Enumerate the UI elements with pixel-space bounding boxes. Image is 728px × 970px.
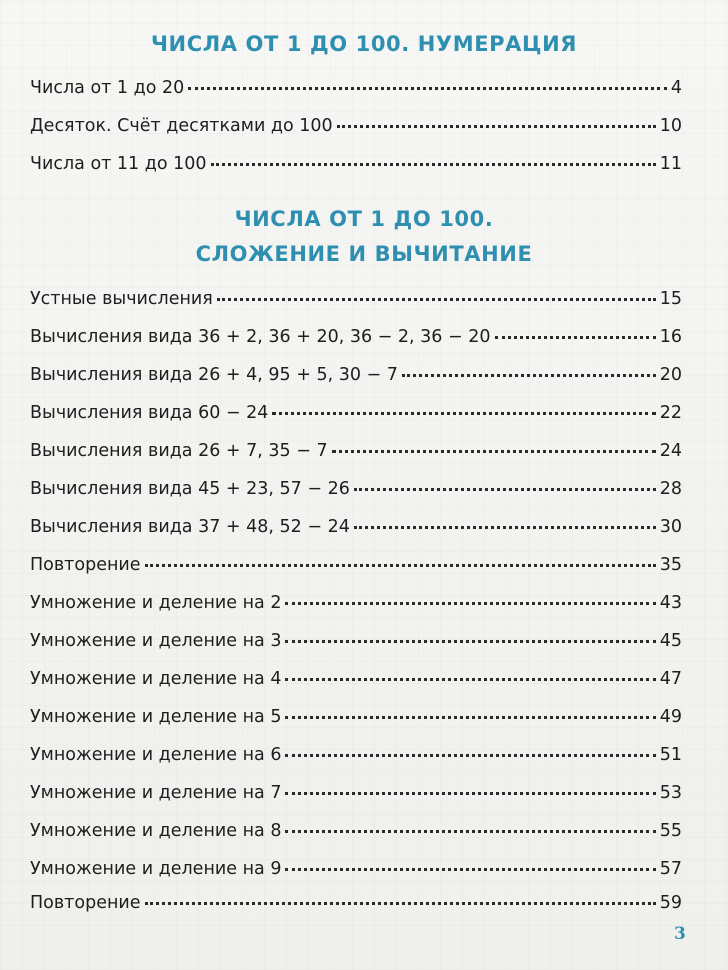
toc-entry-title: Устные вычисления — [30, 289, 213, 309]
dot-leader — [354, 488, 656, 491]
section-heading-line1: ЧИСЛА ОТ 1 ДО 100. — [234, 207, 494, 231]
dot-leader — [285, 602, 655, 605]
toc-entry-title: Вычисления вида 26 + 7, 35 − 7 — [30, 441, 328, 461]
toc-entry — [30, 154, 682, 174]
dot-leader — [145, 902, 656, 905]
dot-leader — [285, 868, 655, 871]
toc-entry — [30, 783, 682, 803]
toc-entry-page: 43 — [659, 593, 682, 613]
toc-entry — [30, 365, 682, 385]
toc-entry-title: Умножение и деление на 5 — [30, 707, 282, 727]
dot-leader — [495, 336, 656, 339]
toc-entry — [30, 116, 682, 136]
section-heading-numeration: ЧИСЛА ОТ 1 ДО 100. НУМЕРАЦИЯ — [150, 32, 578, 56]
toc-entry — [30, 479, 682, 499]
toc-entry-page: 10 — [659, 116, 682, 136]
toc-entry-page: 22 — [659, 403, 682, 423]
toc-entry-title: Вычисления вида 45 + 23, 57 − 26 — [30, 479, 350, 499]
toc-entry-page: 47 — [659, 669, 682, 689]
toc-entry-page: 20 — [659, 365, 682, 385]
toc-entry — [30, 893, 682, 913]
dot-leader — [402, 374, 656, 377]
toc-entry-page: 45 — [659, 631, 682, 651]
dot-leader — [354, 526, 656, 529]
toc-entry — [30, 78, 682, 98]
toc-entry-title: Вычисления вида 60 − 24 — [30, 403, 269, 423]
dot-leader — [217, 298, 656, 301]
toc-entry — [30, 289, 682, 309]
dot-leader — [285, 830, 655, 833]
toc-entry-page: 4 — [670, 78, 682, 98]
dot-leader — [285, 640, 655, 643]
toc-entry-title: Числа от 11 до 100 — [30, 154, 207, 174]
toc-entry — [30, 707, 682, 727]
toc-entry-page: 28 — [659, 479, 682, 499]
dot-leader — [188, 87, 667, 90]
toc-entry — [30, 821, 682, 841]
toc-entry — [30, 859, 682, 879]
toc-entry-page: 30 — [659, 517, 682, 537]
toc-entry-page: 59 — [659, 893, 682, 913]
dot-leader — [337, 125, 656, 128]
toc-entry-page: 49 — [659, 707, 682, 727]
toc-entry-page: 51 — [659, 745, 682, 765]
toc-entry — [30, 593, 682, 613]
dot-leader — [285, 792, 655, 795]
dot-leader — [285, 678, 655, 681]
dot-leader — [272, 412, 655, 415]
toc-entry-page: 55 — [659, 821, 682, 841]
toc-entry-page: 24 — [659, 441, 682, 461]
toc-entry-title: Повторение — [30, 555, 141, 575]
toc-entry-title: Умножение и деление на 3 — [30, 631, 282, 651]
toc-entry — [30, 669, 682, 689]
toc-entry-title: Умножение и деление на 6 — [30, 745, 282, 765]
dot-leader — [332, 450, 656, 453]
dot-leader — [285, 716, 655, 719]
toc-entry-page: 53 — [659, 783, 682, 803]
toc-entry-title: Вычисления вида 37 + 48, 52 − 24 — [30, 517, 350, 537]
toc-entry-title: Умножение и деление на 4 — [30, 669, 282, 689]
toc-entry-title: Умножение и деление на 8 — [30, 821, 282, 841]
toc-entry-title: Повторение — [30, 893, 141, 913]
toc-entry — [30, 327, 682, 347]
toc-entry — [30, 555, 682, 575]
dot-leader — [285, 754, 655, 757]
toc-entry — [30, 441, 682, 461]
toc-entry — [30, 517, 682, 537]
toc-entry-title: Умножение и деление на 9 — [30, 859, 282, 879]
toc-entry-page: 15 — [659, 289, 682, 309]
toc-entry-title: Десяток. Счёт десятками до 100 — [30, 116, 333, 136]
dot-leader — [211, 163, 656, 166]
toc-entry-page: 16 — [659, 327, 682, 347]
toc-entry — [30, 631, 682, 651]
toc-entry — [30, 403, 682, 423]
section-heading-line2: СЛОЖЕНИЕ И ВЫЧИТАНИЕ — [195, 242, 533, 266]
page-number: 3 — [674, 924, 686, 944]
toc-entry-title: Умножение и деление на 7 — [30, 783, 282, 803]
toc-entry-page: 57 — [659, 859, 682, 879]
toc-entry-title: Числа от 1 до 20 — [30, 78, 185, 98]
toc-entry-page: 35 — [659, 555, 682, 575]
toc-entry-title: Вычисления вида 36 + 2, 36 + 20, 36 − 2, 36 − 20 — [30, 327, 491, 347]
toc-entry-page: 11 — [659, 154, 682, 174]
toc-entry-title: Вычисления вида 26 + 4, 95 + 5, 30 − 7 — [30, 365, 398, 385]
toc-entry — [30, 745, 682, 765]
toc-entry-title: Умножение и деление на 2 — [30, 593, 282, 613]
dot-leader — [145, 564, 656, 567]
